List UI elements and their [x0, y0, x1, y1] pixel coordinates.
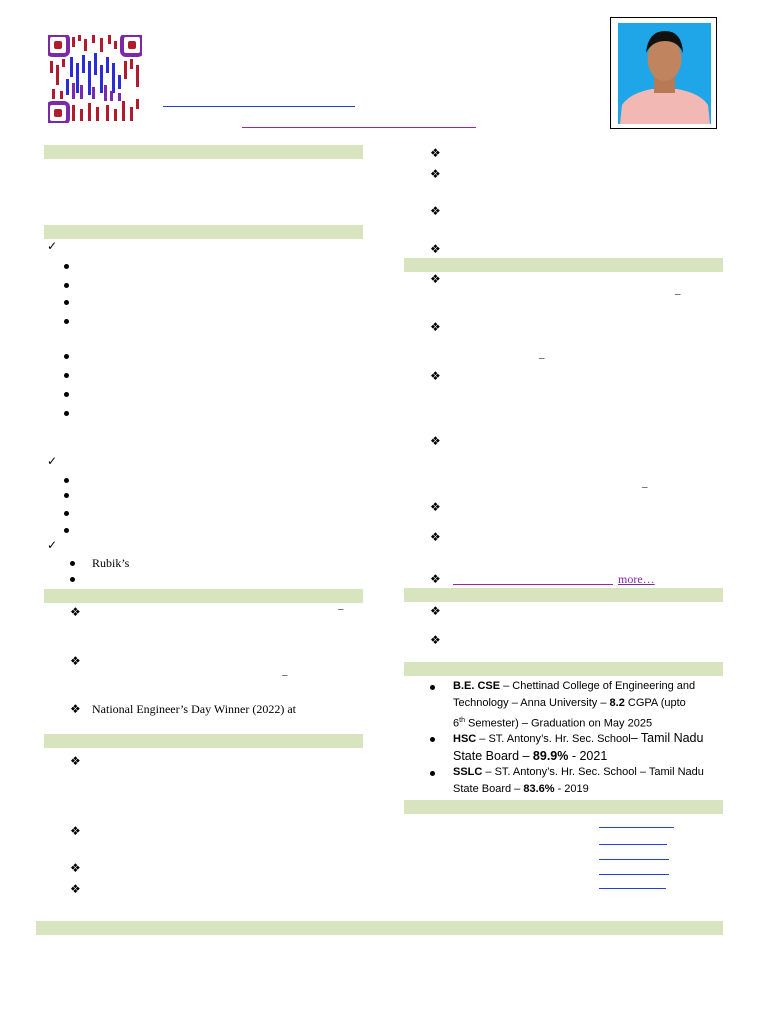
bullet — [64, 300, 69, 305]
bullet — [70, 561, 75, 566]
dash-mark: – — [539, 352, 545, 364]
diamond-bullet-icon: ❖ — [430, 500, 441, 514]
bullet — [64, 319, 69, 324]
diamond-bullet-icon: ❖ — [430, 320, 441, 334]
profile-link-line-1[interactable] — [599, 827, 674, 828]
header-link-line-2[interactable] — [242, 127, 476, 128]
bullet — [64, 283, 69, 288]
bullet — [64, 373, 69, 378]
bullet — [64, 493, 69, 498]
profile-photo — [618, 23, 711, 124]
diamond-bullet-icon: ❖ — [430, 204, 441, 218]
diamond-bullet-icon: ❖ — [430, 167, 441, 181]
bullet — [430, 771, 435, 776]
diamond-bullet-icon: ❖ — [430, 272, 441, 286]
profile-photo-frame — [610, 17, 717, 129]
diamond-bullet-icon: ❖ — [70, 882, 81, 896]
achievement-text: National Engineer’s Day Winner (2022) at — [92, 702, 297, 716]
bullet — [64, 411, 69, 416]
diamond-bullet-icon: ❖ — [430, 572, 441, 586]
bullet — [430, 737, 435, 742]
left-section-bar-3 — [44, 589, 363, 603]
dash-mark: – — [642, 481, 648, 493]
education-item-hsc: HSC – ST. Antony’s. Hr. Sec. School– Tamil Nadu State Board – 89.9% - 2021 — [453, 731, 704, 763]
right-section-bar-1 — [404, 258, 723, 272]
profile-link-line-4[interactable] — [599, 874, 669, 875]
header-link-line-1[interactable] — [163, 106, 355, 107]
diamond-bullet-icon: ❖ — [70, 605, 81, 619]
dash-mark: – — [675, 288, 681, 300]
diamond-bullet-icon: ❖ — [430, 633, 441, 647]
checkmark-icon: ✓ — [47, 538, 58, 552]
diamond-bullet-icon: ❖ — [70, 861, 81, 875]
projects-more-link-line[interactable] — [453, 584, 613, 585]
education-item-be: B.E. CSE – Chettinad College of Engineering and Technology – Anna University – 8.2 CGPA (upto 6th Semester) – Graduation on May 2025 — [453, 680, 696, 730]
bullet — [64, 528, 69, 533]
left-section-bar-1 — [44, 145, 363, 159]
diamond-bullet-icon: ❖ — [70, 824, 81, 838]
bullet — [64, 511, 69, 516]
diamond-bullet-icon: ❖ — [70, 754, 81, 768]
qr-code — [48, 35, 142, 123]
right-section-bar-2 — [404, 588, 723, 602]
projects-more-link[interactable]: more… — [618, 572, 655, 586]
interest-text-rubiks: Rubik’s — [92, 556, 130, 570]
left-section-bar-4 — [44, 734, 363, 748]
dash-mark: – — [282, 669, 288, 681]
right-section-bar-3 — [404, 662, 723, 676]
diamond-bullet-icon: ❖ — [430, 434, 441, 448]
profile-link-line-5[interactable] — [599, 888, 666, 889]
diamond-bullet-icon: ❖ — [430, 242, 441, 256]
right-section-bar-4 — [404, 800, 723, 814]
diamond-bullet-icon: ❖ — [70, 702, 81, 716]
diamond-bullet-icon: ❖ — [430, 604, 441, 618]
diamond-bullet-icon: ❖ — [70, 654, 81, 668]
bullet — [64, 354, 69, 359]
bullet — [64, 478, 69, 483]
left-section-bar-2 — [44, 225, 363, 239]
diamond-bullet-icon: ❖ — [430, 369, 441, 383]
checkmark-icon: ✓ — [47, 239, 58, 253]
profile-link-line-2[interactable] — [599, 844, 667, 845]
bullet — [64, 264, 69, 269]
bullet — [64, 392, 69, 397]
bullet — [430, 685, 435, 690]
diamond-bullet-icon: ❖ — [430, 530, 441, 544]
diamond-bullet-icon: ❖ — [430, 146, 441, 160]
checkmark-icon: ✓ — [47, 454, 58, 468]
dash-mark: – — [338, 603, 344, 615]
education-item-sslc: SSLC – ST. Antony’s. Hr. Sec. School – Tamil Nadu State Board – 83.6% - 2019 — [453, 766, 704, 795]
profile-link-line-3[interactable] — [599, 859, 669, 860]
bullet — [70, 577, 75, 582]
footer-bar — [36, 921, 723, 935]
